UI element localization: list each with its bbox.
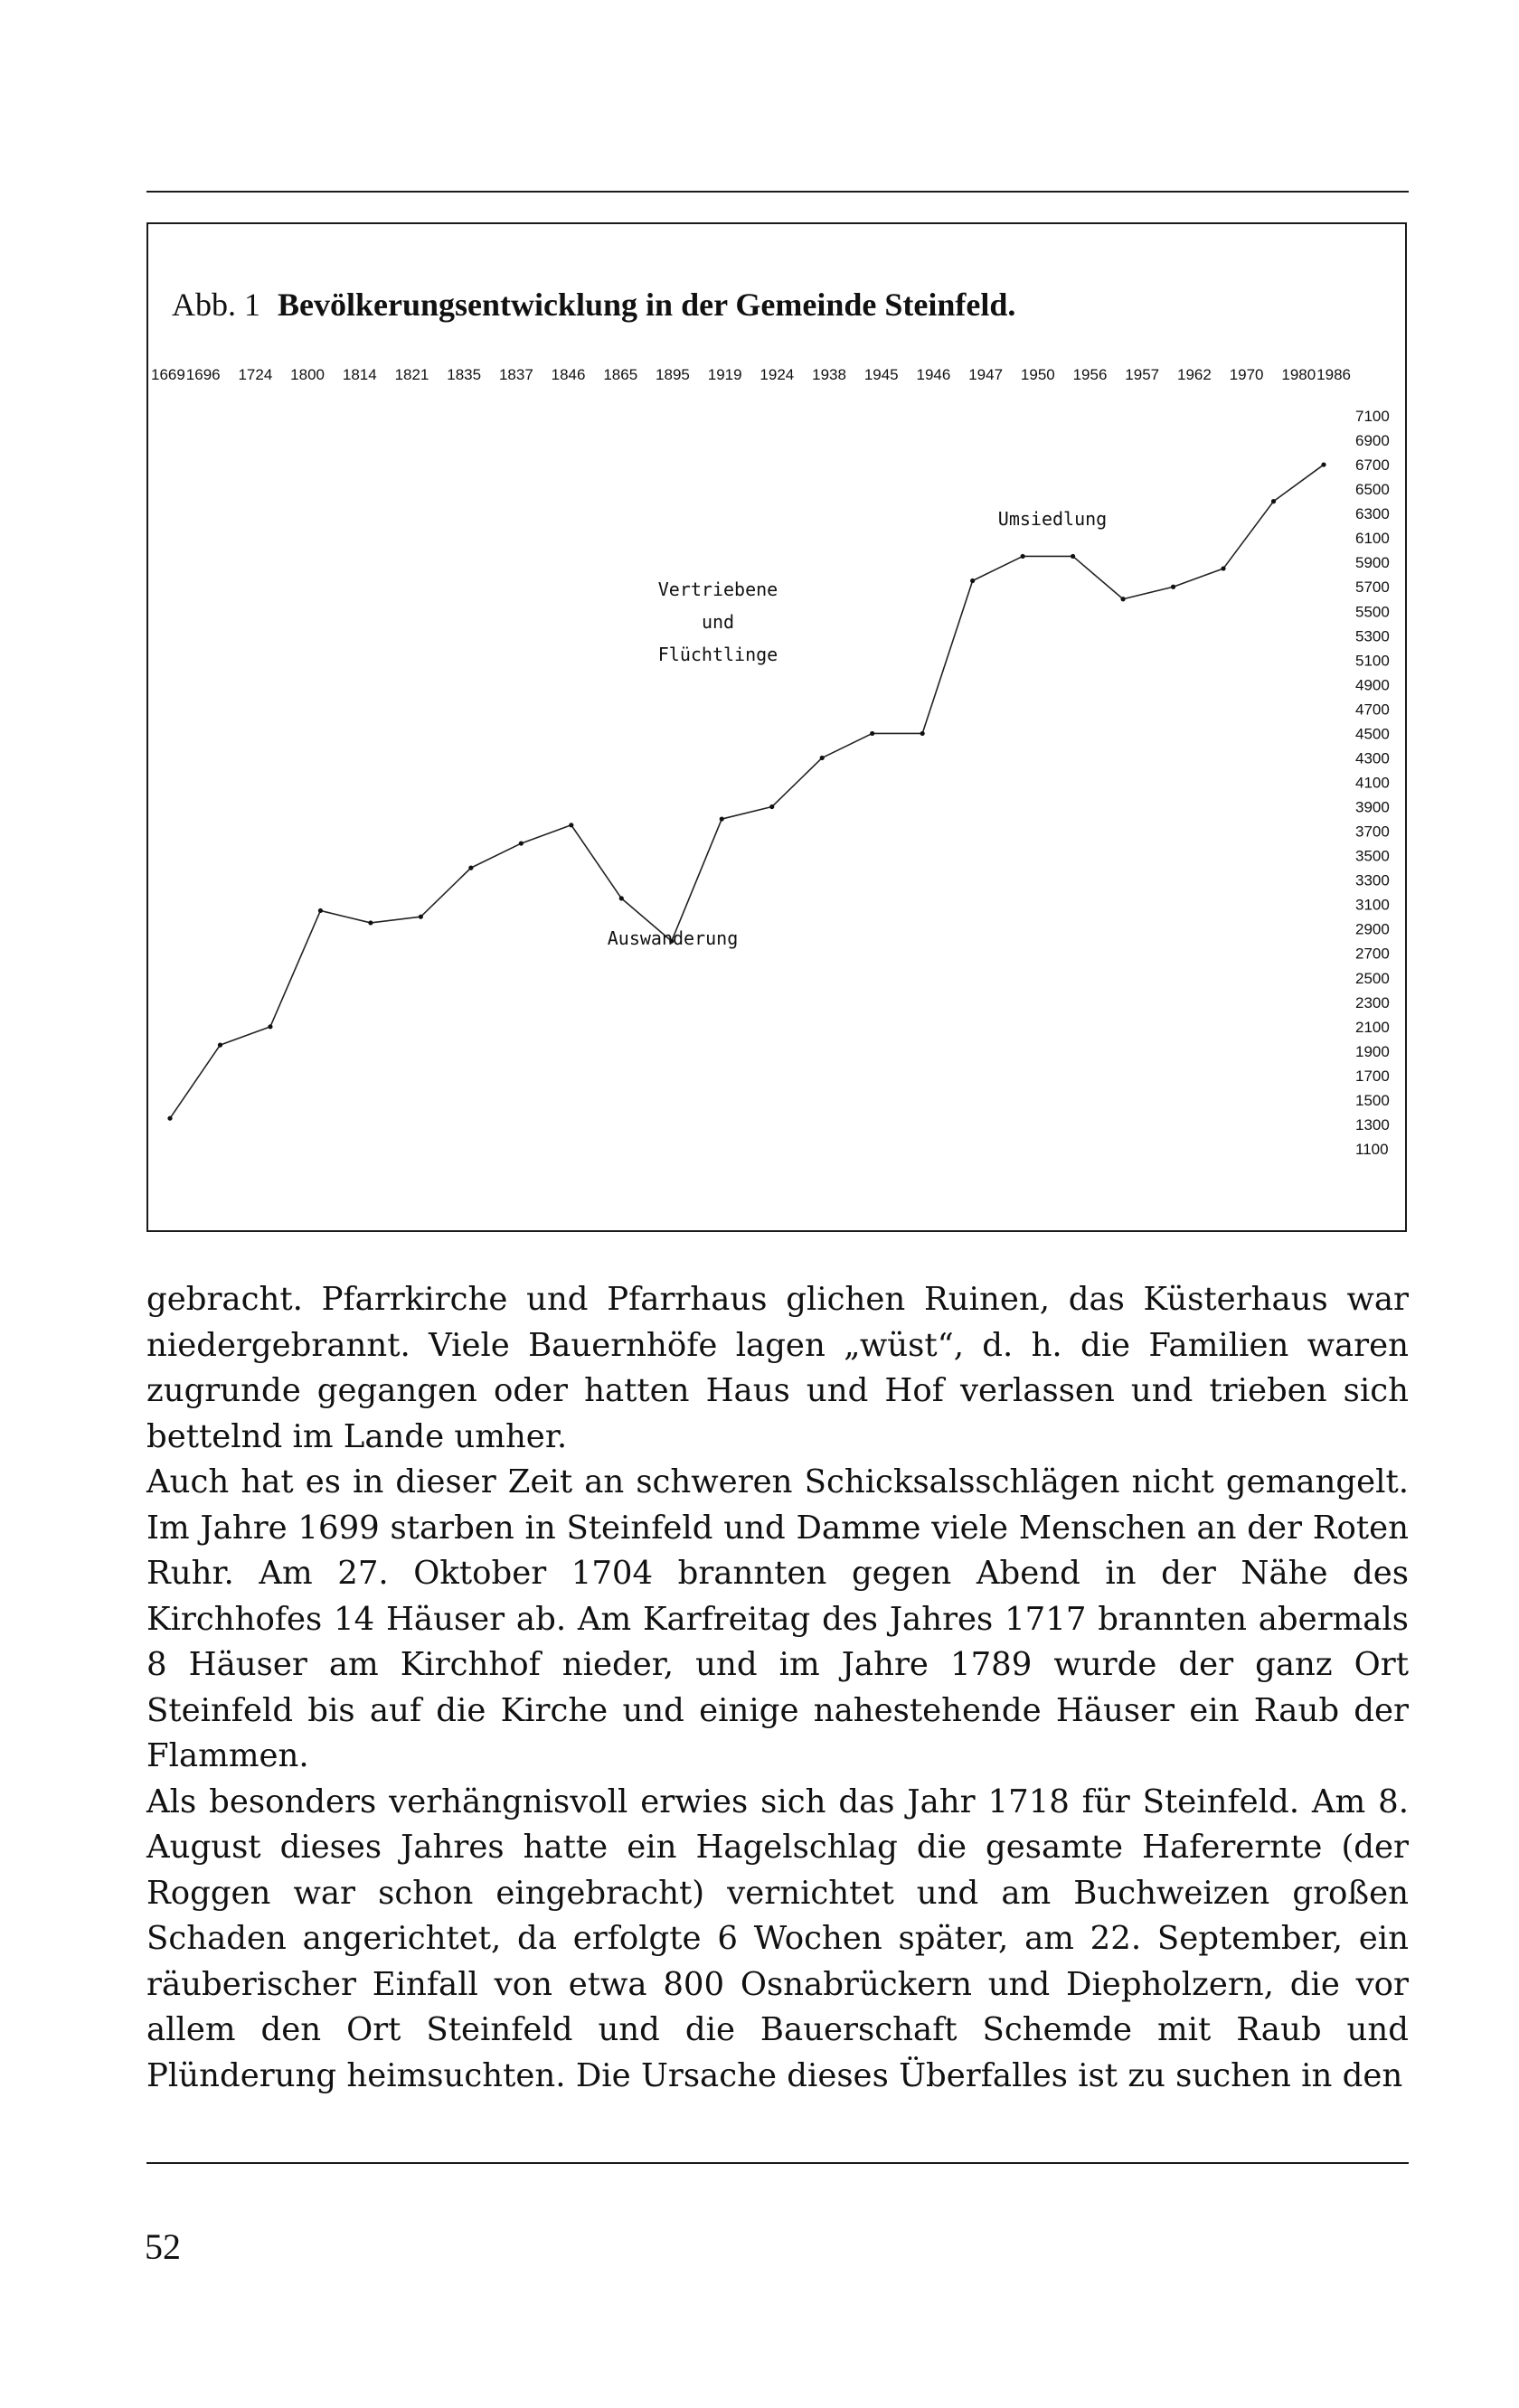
data-point: [769, 804, 774, 809]
data-point: [720, 816, 724, 821]
y-tick-label: 2300: [1355, 993, 1390, 1011]
data-point: [519, 841, 524, 845]
x-tick-label: 1924: [760, 366, 795, 383]
data-point: [1271, 499, 1276, 503]
data-point: [870, 731, 874, 736]
y-tick-label: 2100: [1355, 1018, 1390, 1036]
x-tick-label: 1938: [812, 366, 846, 383]
y-tick-label: 6300: [1355, 505, 1390, 523]
series-segment: [973, 556, 1023, 580]
series-segment: [270, 910, 320, 1026]
y-tick-label: 3300: [1355, 871, 1390, 889]
y-tick-label: 5100: [1355, 652, 1390, 670]
page-number: 52: [145, 2226, 181, 2267]
series-segment: [922, 580, 972, 733]
y-tick-label: 2700: [1355, 945, 1390, 963]
y-tick-label: 5700: [1355, 578, 1390, 597]
series-segment: [471, 843, 521, 868]
figure-title: Bevölkerungsentwicklung in der Gemeinde Steinfeld.: [278, 287, 1016, 323]
figure-caption: [172, 286, 1015, 324]
data-point: [619, 896, 624, 900]
x-tick-label: 1947: [968, 366, 1004, 383]
data-point: [368, 920, 373, 925]
x-tick-label: 1814: [342, 366, 377, 383]
y-tick-label: 4100: [1355, 774, 1390, 792]
x-tick-label: 1919: [707, 366, 742, 383]
series-segment: [1174, 569, 1223, 587]
y-tick-label: 2500: [1355, 969, 1390, 987]
series-segment: [420, 868, 470, 917]
x-tick-label: 1724: [238, 366, 273, 383]
data-point: [569, 823, 573, 827]
x-tick-label: 1837: [498, 366, 533, 383]
chart-annotations: [608, 508, 1107, 949]
series-segment: [170, 1045, 220, 1118]
y-tick-label: 5300: [1355, 627, 1390, 645]
x-tick-label: 1821: [394, 366, 429, 383]
x-tick-labels: [151, 366, 1351, 383]
y-tick-label: 6500: [1355, 481, 1390, 499]
series-segment: [1274, 465, 1324, 502]
y-tick-label: 5500: [1355, 603, 1390, 621]
x-tick-label: 1957: [1125, 366, 1160, 383]
x-tick-label: 1895: [656, 366, 690, 383]
annotation-label: Vertriebene: [657, 578, 778, 600]
series-segment: [822, 733, 872, 757]
data-point: [1171, 585, 1175, 589]
data-point: [1120, 597, 1125, 601]
bottom-rule: [146, 2162, 1409, 2164]
figure-frame: [146, 222, 1407, 1232]
paragraph: Als besonders verhängnisvoll erwies sich das Jahr 1718 für Steinfeld. Am 8. August dieses Jahres hatte ein Hagelschlag die gesamte Haferernte (der Roggen war schon eingebracht) vernichtet und am Buchweizen großen Schaden angerichtet, da erfolgte 6 Wochen später, am 22. September, ein räuberischer Einfall von etwa 800 Osnabrückern und Diepholzern, die vor allem den Ort Steinfeld und die Bauerschaft Schemde mit Raub und Plünderung heimsuchten. Die Ursache dieses Überfalles ist zu suchen in den: [146, 1782, 1409, 2094]
y-tick-label: 3100: [1355, 896, 1390, 914]
data-point: [268, 1024, 272, 1029]
y-tick-label: 2900: [1355, 920, 1390, 938]
series-segment: [320, 910, 370, 923]
series-segment: [772, 757, 822, 806]
data-point: [1221, 566, 1225, 570]
series-segment: [521, 825, 571, 843]
y-tick-label: 6700: [1355, 456, 1390, 475]
paragraph: gebracht. Pfarrkirche und Pfarrhaus glichen Ruinen, das Küsterhaus war niedergebrannt. Viele Bauernhöfe lagen „wüst“, d. h. die Familien waren zugrunde gegangen oder hatten Haus und Hof verlassen und trieben sich bettelnd im Lande umher.: [146, 1281, 1409, 1455]
annotation-label: Umsiedlung: [997, 508, 1108, 530]
y-tick-label: 3900: [1355, 798, 1390, 816]
y-tick-label: 4300: [1355, 749, 1390, 767]
x-tick-label: 1980: [1281, 366, 1316, 383]
series-segment: [371, 917, 420, 923]
annotation-label: und: [701, 611, 735, 633]
y-tick-label: 3500: [1355, 847, 1390, 865]
y-tick-label: 1500: [1355, 1091, 1390, 1109]
data-point: [820, 756, 825, 760]
series-segment: [722, 807, 771, 820]
x-tick-label: 1962: [1176, 366, 1212, 383]
annotation-label: Auswanderung: [607, 927, 739, 949]
y-tick-labels: [1355, 408, 1390, 1158]
x-tick-label: 1950: [1020, 366, 1055, 383]
x-tick-label: 1846: [551, 366, 586, 383]
figure-label: Abb. 1: [172, 287, 260, 323]
x-tick-label: 1835: [447, 366, 482, 383]
data-point: [167, 1116, 172, 1121]
y-tick-label: 4900: [1355, 676, 1390, 694]
data-point: [1321, 462, 1326, 466]
body-text: [146, 1277, 1409, 2099]
x-tick-label: 1865: [603, 366, 638, 383]
data-point: [1071, 554, 1075, 559]
y-tick-label: 3700: [1355, 823, 1390, 841]
y-tick-label: 4500: [1355, 725, 1390, 743]
y-tick-label: 1100: [1355, 1141, 1389, 1158]
data-point: [970, 578, 975, 583]
series-segment: [1123, 587, 1173, 599]
annotation-label: Flüchtlinge: [657, 644, 778, 665]
y-tick-label: 6100: [1355, 530, 1390, 548]
y-tick-label: 5900: [1355, 554, 1390, 572]
x-tick-label: 1800: [290, 366, 326, 383]
paragraph: Auch hat es in dieser Zeit an schweren Schicksalsschlägen nicht gemangelt. Im Jahre 1699 starben in Steinfeld und Damme viele Menschen an der Roten Ruhr. Am 27. Oktober 1704 brannten gegen Abend in der Nähe des Kirchhofes 14 Häuser ab. Am Karfreitag des Jahres 1717 brannten abermals 8 Häuser am Kirchhof nieder, und im Jahre 1789 wurde der ganz Ort Steinfeld bis auf die Kirche und einige nahestehende Häuser ein Raub der Flammen.: [146, 1463, 1409, 1774]
data-point: [1021, 554, 1025, 559]
y-tick-label: 1700: [1355, 1067, 1390, 1085]
x-tick-label: 1970: [1229, 366, 1264, 383]
data-point: [218, 1043, 222, 1048]
x-tick-label: 1956: [1072, 366, 1108, 383]
x-tick-label: 1945: [863, 366, 899, 383]
y-tick-label: 6900: [1355, 432, 1390, 450]
data-point: [318, 908, 323, 913]
y-tick-label: 4700: [1355, 701, 1390, 719]
series-segment: [571, 825, 621, 898]
x-tick-label: 1986: [1316, 366, 1351, 383]
series-segment: [220, 1027, 269, 1045]
series-segment: [1073, 556, 1123, 598]
data-point: [468, 866, 473, 870]
y-tick-label: 1900: [1355, 1042, 1390, 1060]
x-tick-label: 1696: [185, 366, 221, 383]
y-tick-label: 1300: [1355, 1115, 1390, 1133]
top-rule: [146, 191, 1409, 193]
data-point: [920, 731, 925, 736]
series-segment: [672, 819, 722, 941]
population-series: [167, 462, 1326, 1120]
y-tick-label: 7100: [1355, 408, 1390, 425]
population-chart: [148, 224, 1405, 1230]
x-tick-label: 1669: [151, 366, 185, 383]
x-tick-label: 1946: [916, 366, 951, 383]
data-point: [419, 915, 423, 919]
series-segment: [1223, 502, 1273, 569]
